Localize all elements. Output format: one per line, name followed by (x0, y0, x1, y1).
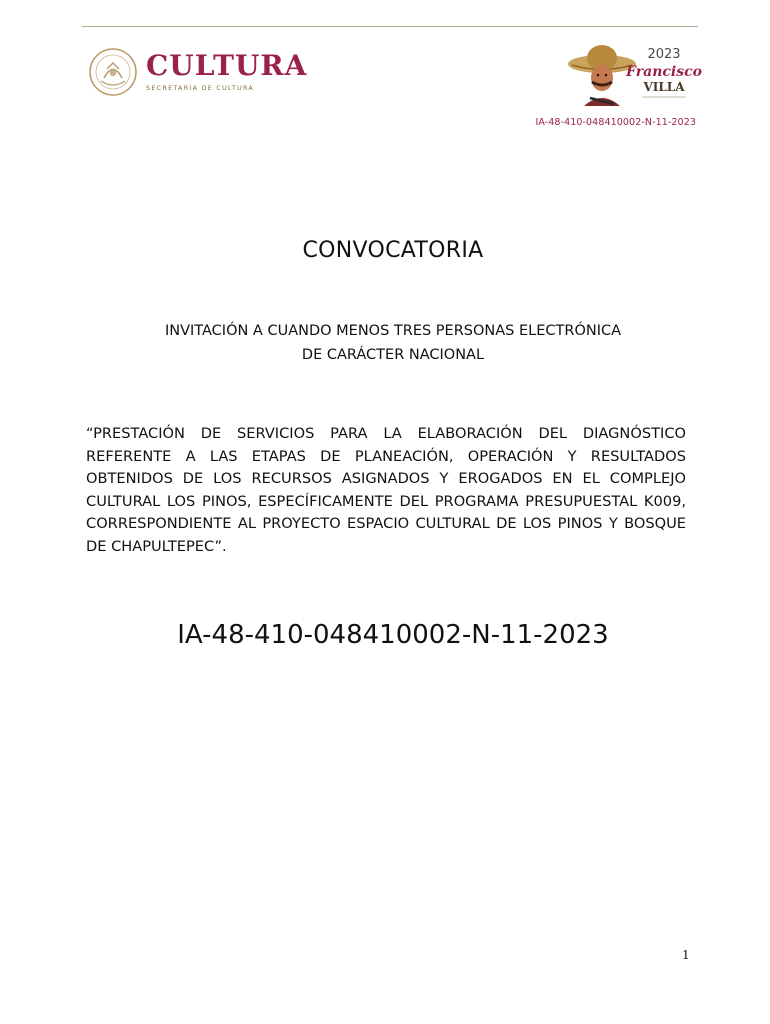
logo-name-line2: VILLA (643, 80, 685, 94)
document-subtitle (86, 319, 700, 367)
header-rule (82, 26, 698, 27)
subtitle-line-1: INVITACIÓN A CUANDO MENOS TRES PERSONAS ELECTRÓNICA (164, 323, 622, 339)
procedure-number: IA-48-410-048410002-N-11-2023 (177, 620, 609, 650)
subtitle-line-2: DE CARÁCTER NACIONAL (301, 347, 485, 363)
cultura-logo (88, 44, 307, 100)
brand-subtitle: SECRETARÍA DE CULTURA (146, 84, 255, 92)
page-number: 1 (682, 948, 690, 962)
brand-name: CULTURA (146, 49, 308, 82)
national-seal-icon (88, 47, 138, 97)
header-reference-code: IA-48-410-048410002-N-11-2023 (535, 117, 696, 128)
document-title: CONVOCATORIA (302, 238, 484, 263)
francisco-villa-2023-logo (566, 38, 706, 106)
service-description: “PRESTACIÓN DE SERVICIOS PARA LA ELABORACIÓN DEL DIAGNÓSTICO REFERENTE A LAS ETAPAS DE PLANEACIÓN, OPERACIÓN Y RESULTADOS OBTENIDOS DE LOS RECURSOS ASIGNADOS Y EROGADOS EN EL COMPLEJO CULTURAL LOS PINOS, ESPECÍFICAMENTE DEL PROGRAMA PRESUPUESTAL K009, CORRESPONDIENTE AL PROYECTO ESPACIO CULTURAL DE LOS PINOS Y BOSQUE DE CHAPULTEPEC”. (86, 425, 686, 555)
logo-name-line1: Francisco (626, 64, 702, 80)
logo-year: 2023 (647, 47, 681, 62)
